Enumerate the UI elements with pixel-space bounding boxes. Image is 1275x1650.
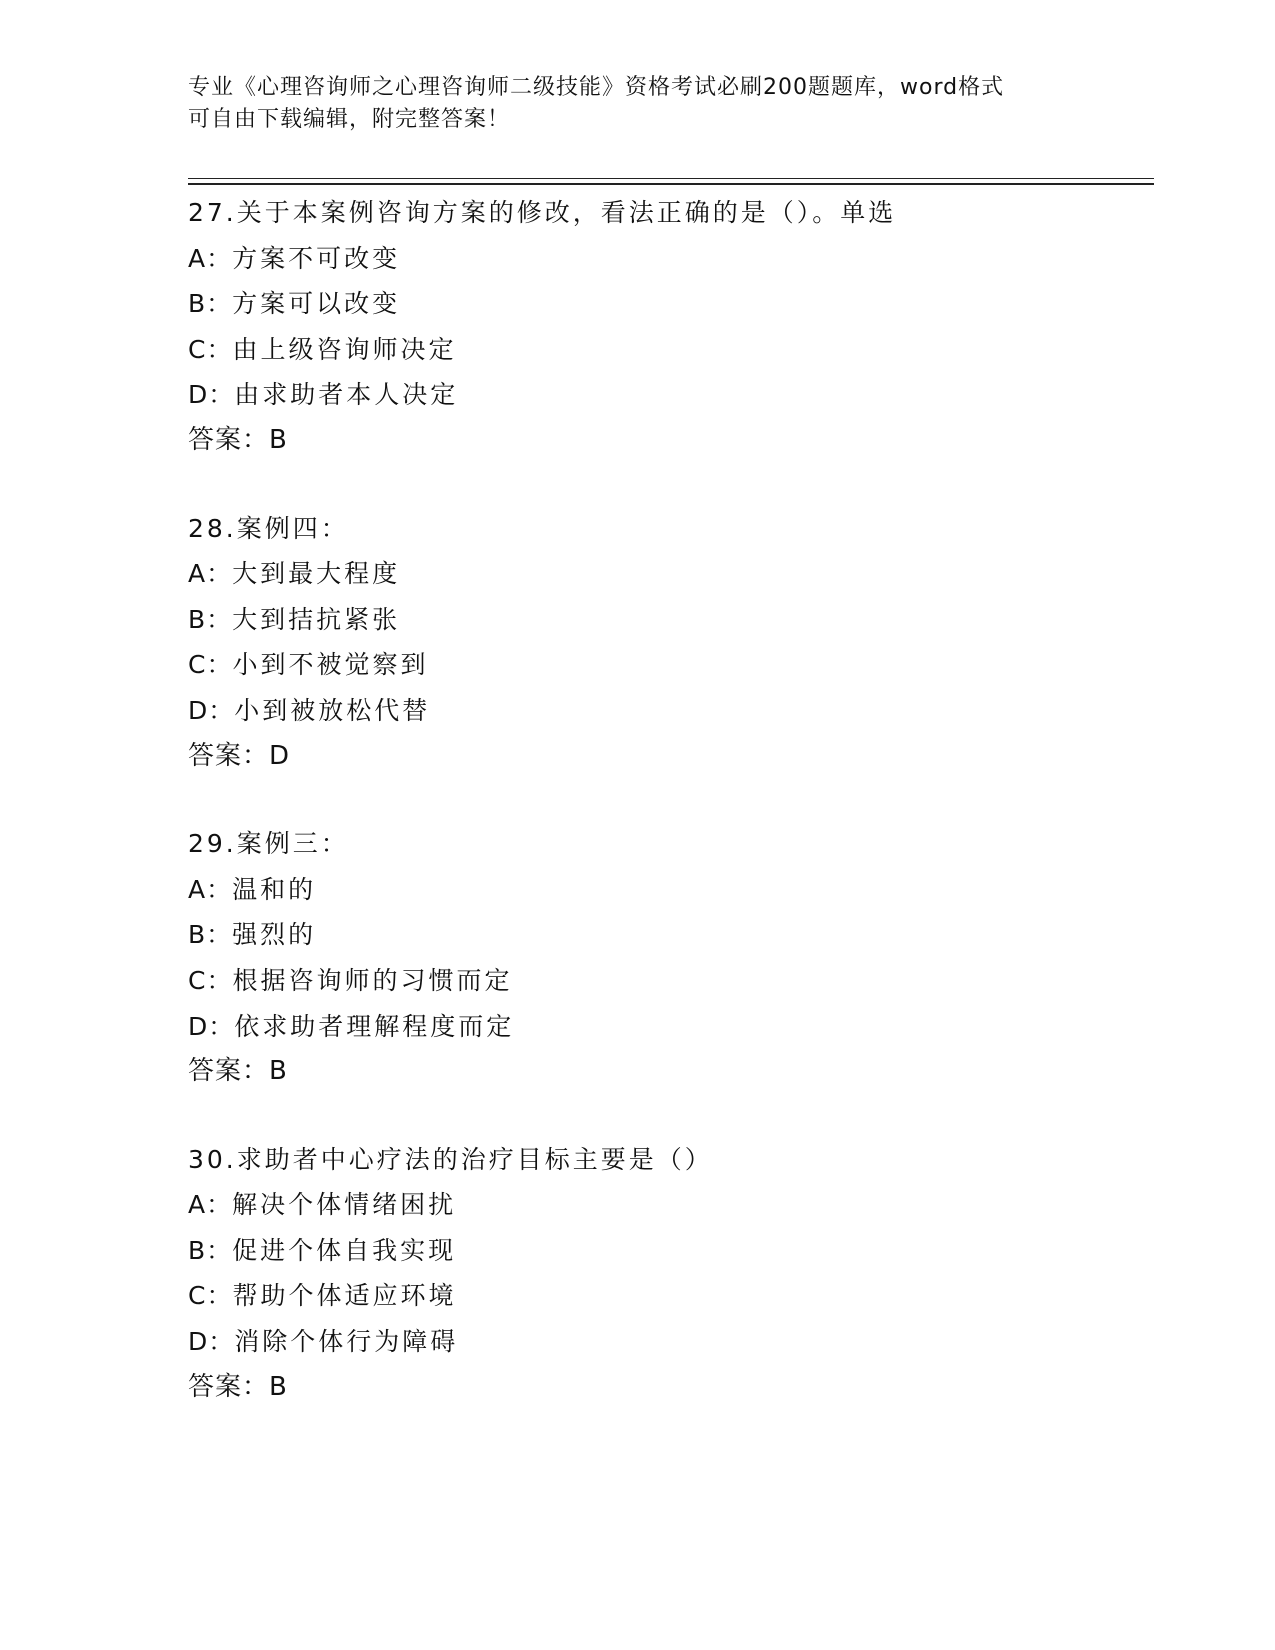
question-30 bbox=[188, 1137, 1148, 1411]
option-text: 促进个体自我实现 bbox=[232, 1235, 457, 1265]
option-text: 帮助个体适应环境 bbox=[232, 1281, 457, 1311]
option-text: 大到拮抗紧张 bbox=[232, 604, 401, 634]
answer-line: 答案：B bbox=[188, 424, 288, 455]
option-text: 强烈的 bbox=[232, 920, 317, 950]
question-stem: 27.关于本案例咨询方案的修改，看法正确的是（）。单选 bbox=[188, 198, 897, 227]
option-label: D： bbox=[188, 1011, 235, 1041]
option-d bbox=[188, 688, 1148, 734]
option-b bbox=[188, 281, 1148, 327]
header-line-2: 可自由下载编辑，附完整答案！ bbox=[188, 107, 511, 132]
option-label: B： bbox=[188, 920, 233, 950]
option-a bbox=[188, 1182, 1148, 1228]
option-text: 小到不被觉察到 bbox=[232, 650, 429, 680]
option-b bbox=[188, 912, 1148, 958]
option-label: B： bbox=[188, 604, 233, 634]
option-label: A： bbox=[188, 874, 233, 904]
option-a bbox=[188, 236, 1148, 282]
option-c bbox=[188, 958, 1148, 1004]
option-text: 小到被放松代替 bbox=[234, 695, 431, 725]
option-label: C： bbox=[188, 965, 233, 995]
option-text: 解决个体情绪困扰 bbox=[232, 1190, 457, 1220]
question-stem: 30.求助者中心疗法的治疗目标主要是（） bbox=[188, 1144, 713, 1174]
option-label: C： bbox=[188, 334, 233, 364]
option-label: C： bbox=[188, 650, 233, 680]
option-text: 消除个体行为障碍 bbox=[234, 1327, 459, 1357]
option-label: B： bbox=[188, 289, 233, 319]
option-b bbox=[188, 597, 1148, 643]
option-label: C： bbox=[188, 1281, 233, 1311]
option-label: D： bbox=[188, 380, 235, 410]
option-text: 方案不可改变 bbox=[232, 243, 401, 273]
answer-line: 答案：B bbox=[188, 1056, 288, 1087]
option-label: D： bbox=[188, 695, 235, 725]
option-label: D： bbox=[188, 1327, 235, 1357]
document-header bbox=[188, 72, 1088, 136]
option-a bbox=[188, 551, 1148, 597]
option-c bbox=[188, 327, 1148, 373]
option-text: 由上级咨询师决定 bbox=[232, 334, 457, 364]
option-text: 由求助者本人决定 bbox=[234, 380, 459, 410]
option-d bbox=[188, 1319, 1148, 1365]
option-label: A： bbox=[188, 1190, 233, 1220]
question-list bbox=[188, 190, 1148, 1452]
header-divider-thin bbox=[188, 178, 1154, 179]
option-text: 根据咨询师的习惯而定 bbox=[232, 965, 513, 995]
option-text: 大到最大程度 bbox=[232, 559, 401, 589]
question-stem: 29.案例三： bbox=[188, 829, 349, 859]
answer-line: 答案：D bbox=[188, 740, 291, 771]
question-28 bbox=[188, 506, 1148, 780]
question-stem: 28.案例四： bbox=[188, 513, 349, 543]
question-27 bbox=[188, 190, 1148, 464]
option-d bbox=[188, 1004, 1148, 1050]
answer-line: 答案：B bbox=[188, 1371, 288, 1402]
option-a bbox=[188, 867, 1148, 913]
question-29 bbox=[188, 821, 1148, 1095]
option-b bbox=[188, 1228, 1148, 1274]
option-label: A： bbox=[188, 243, 233, 273]
option-text: 温和的 bbox=[232, 874, 317, 904]
option-text: 方案可以改变 bbox=[232, 289, 401, 319]
option-c bbox=[188, 1273, 1148, 1319]
header-divider-thick bbox=[188, 183, 1154, 185]
option-c bbox=[188, 642, 1148, 688]
option-d bbox=[188, 372, 1148, 418]
option-text: 依求助者理解程度而定 bbox=[234, 1011, 515, 1041]
option-label: B： bbox=[188, 1235, 233, 1265]
option-label: A： bbox=[188, 559, 233, 589]
header-line-1: 专业《心理咨询师之心理咨询师二级技能》资格考试必刷200题题库，word格式 bbox=[188, 75, 1005, 100]
